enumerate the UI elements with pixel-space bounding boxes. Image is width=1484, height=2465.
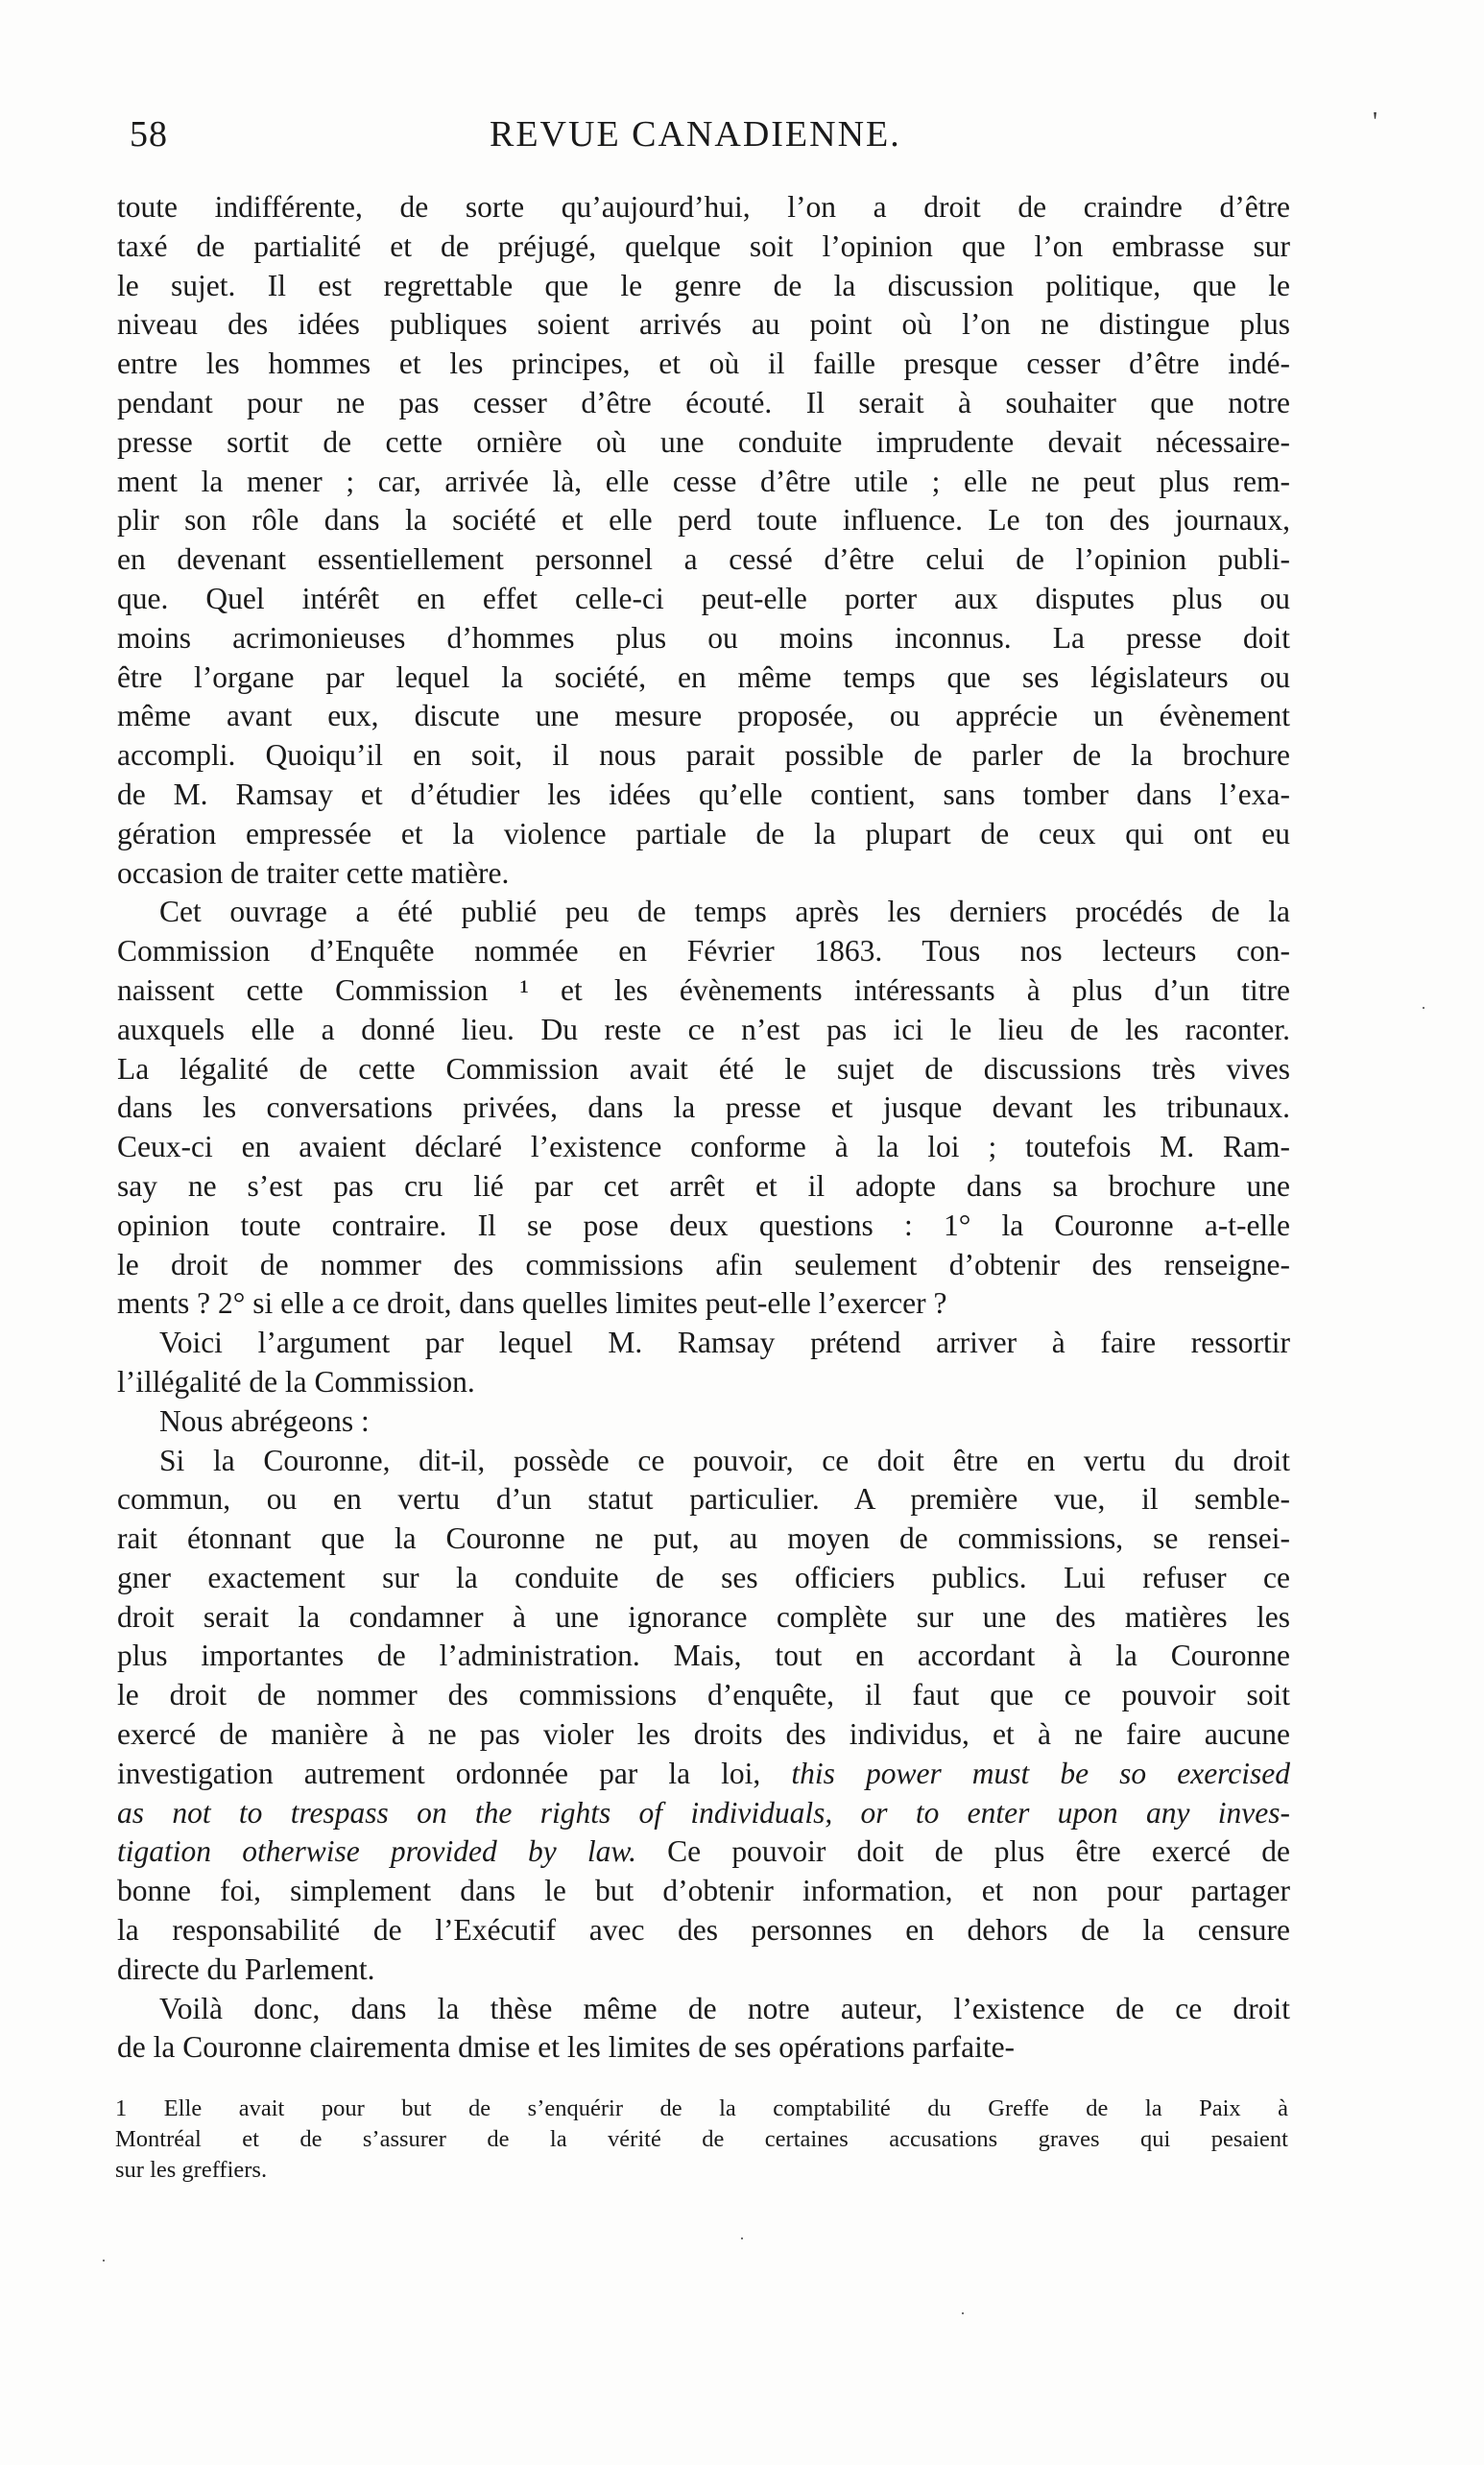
paragraph — [117, 1442, 1290, 1990]
paragraph — [117, 1402, 1290, 1442]
text-line: tigation otherwise provided by law. Ce pouvoir doit de plus être exercé de — [117, 1834, 1290, 1869]
text-line: presse sortit de cette ornière où une conduite imprudente devait nécessaire- — [117, 424, 1290, 459]
text-line: Cet ouvrage a été publié peu de temps après les derniers procédés de la — [159, 895, 1290, 929]
footnote-line: 1 Elle avait pour but de s’enquérir de la comptabilité du Greffe de la Paix à — [115, 2095, 1288, 2121]
text-line — [117, 1794, 1290, 1833]
english-quotation: tigation otherwise provided by law. — [117, 1834, 636, 1869]
margin-speck: · — [1421, 998, 1426, 1017]
english-quotation: as not to trespass on the rights of individuals, or to enter upon any inves- — [117, 1795, 1290, 1830]
paragraph — [117, 188, 1290, 893]
text-line: opinion toute contraire. Il se pose deux questions : 1° la Couronne a-t-elle — [117, 1208, 1290, 1242]
text-line: de M. Ramsay et d’étudier les idées qu’elle contient, sans tomber dans l’exa- — [117, 777, 1290, 811]
text-line: toute indifférente, de sorte qu’aujourd’hui, l’on a droit de craindre d’être — [117, 190, 1290, 224]
text-line: exercé de manière à ne pas violer les droits des individus, et à ne faire aucune — [117, 1717, 1290, 1752]
text-line: bonne foi, simplement dans le but d’obtenir information, et non pour partager — [117, 1874, 1290, 1908]
corner-mark: ' — [1373, 108, 1378, 137]
text-line: même avant eux, discute une mesure proposée, ou apprécie un évènement — [117, 699, 1290, 733]
margin-speck: · — [739, 2229, 745, 2248]
text-line: en devenant essentiellement personnel a cessé d’être celui de l’opinion publi- — [117, 542, 1290, 577]
text-line: occasion de traiter cette matière. — [117, 855, 510, 890]
text-line: entre les hommes et les principes, et où il faille presque cesser d’être indé- — [117, 347, 1290, 381]
text-line: investigation autrement ordonnée par la loi, this power must be so exercised — [117, 1756, 1290, 1790]
paragraph — [117, 893, 1290, 1324]
footnote-line: sur les greffiers. — [115, 2157, 268, 2183]
text-line: le sujet. Il est regrettable que le genre de la discussion politique, que le — [117, 268, 1290, 302]
text-line: le droit de nommer des commissions afin seulement d’obtenir des renseigne- — [117, 1247, 1290, 1281]
text-line: que. Quel intérêt en effet celle-ci peut-elle porter aux disputes plus ou — [117, 581, 1290, 615]
text-line: commun, ou en vertu d’un statut particulier. A première vue, il semble- — [117, 1482, 1290, 1517]
text-line: de la Couronne clairementa dmise et les limites de ses opérations parfaite- — [117, 2030, 1016, 2065]
text-line: droit serait la condamner à une ignorance complète sur une des matières les — [117, 1599, 1290, 1634]
text-line: accompli. Quoiqu’il en soit, il nous parait possible de parler de la brochure — [117, 738, 1290, 773]
text-line: niveau des idées publiques soient arrivés au point où l’on ne distingue plus — [117, 307, 1290, 342]
margin-speck: · — [960, 2304, 966, 2323]
text-line: plir son rôle dans la société et elle perd toute influence. Le ton des journaux, — [117, 503, 1290, 538]
footnote-line: Montréal et de s’assurer de la vérité de certaines accusations graves qui pesaient — [115, 2126, 1288, 2152]
text-line: say ne s’est pas cru lié par cet arrêt et il adopte dans sa brochure une — [117, 1168, 1290, 1203]
text-line: gner exactement sur la conduite de ses officiers publics. Lui refuser ce — [117, 1560, 1290, 1594]
text-line: Nous abrégeons : — [159, 1403, 370, 1438]
text-line: Si la Couronne, dit-il, possède ce pouvoir, ce doit être en vertu du droit — [159, 1443, 1290, 1477]
text-line: La légalité de cette Commission avait été le sujet de discussions très vives — [117, 1051, 1290, 1086]
text-line: être l’organe par lequel la société, en même temps que ses législateurs ou — [117, 659, 1290, 694]
text-line: directe du Parlement. — [117, 1951, 375, 1986]
text-line: la responsabilité de l’Exécutif avec des personnes en dehors de la censure — [117, 1913, 1290, 1948]
margin-speck: · — [101, 2251, 107, 2270]
page-number: 58 — [130, 114, 168, 155]
text-line: rait étonnant que la Couronne ne put, au moyen de commissions, se rensei- — [117, 1521, 1290, 1556]
english-quotation: this power must be so exercised — [791, 1756, 1290, 1790]
text-line: dans les conversations privées, dans la presse et jusque devant les tribunaux. — [117, 1090, 1290, 1125]
paragraph — [117, 1990, 1290, 2069]
text-line: le droit de nommer des commissions d’enquête, il faut que ce pouvoir soit — [117, 1678, 1290, 1712]
running-title: REVUE CANADIENNE. — [490, 114, 901, 155]
footnote — [115, 2094, 1288, 2186]
text-line: gération empressée et la violence partiale de la plupart de ceux qui ont eu — [117, 816, 1290, 850]
text-line: ment la mener ; car, arrivée là, elle cesse d’être utile ; elle ne peut plus rem- — [117, 464, 1290, 498]
text-line: ments ? 2° si elle a ce droit, dans quelles limites peut-elle l’exercer ? — [117, 1286, 947, 1321]
paragraph — [117, 1324, 1290, 1402]
text-line: Commission d’Enquête nommée en Février 1863. Tous nos lecteurs con- — [117, 934, 1290, 969]
text-line: moins acrimonieuses d’hommes plus ou moins inconnus. La presse doit — [117, 620, 1290, 655]
text-line: Voici l’argument par lequel M. Ramsay prétend arriver à faire ressortir — [159, 1326, 1290, 1360]
text-line: plus importantes de l’administration. Mais, tout en accordant à la Couronne — [117, 1639, 1290, 1673]
text-line: auxquels elle a donné lieu. Du reste ce n’est pas ici le lieu de les raconter. — [117, 1012, 1290, 1046]
text-line: taxé de partialité et de préjugé, quelque soit l’opinion que l’on embrasse sur — [117, 228, 1290, 263]
body-text — [117, 188, 1290, 2068]
text-line: l’illégalité de la Commission. — [117, 1364, 475, 1399]
text-line: Voilà donc, dans la thèse même de notre auteur, l’existence de ce droit — [159, 1991, 1290, 2025]
text-line: Ceux-ci en avaient déclaré l’existence conforme à la loi ; toutefois M. Ram- — [117, 1130, 1290, 1164]
text-line: pendant pour ne pas cesser d’être écouté. Il serait à souhaiter que notre — [117, 385, 1290, 419]
text-line: naissent cette Commission ¹ et les évènements intéressants à plus d’un titre — [117, 972, 1290, 1007]
